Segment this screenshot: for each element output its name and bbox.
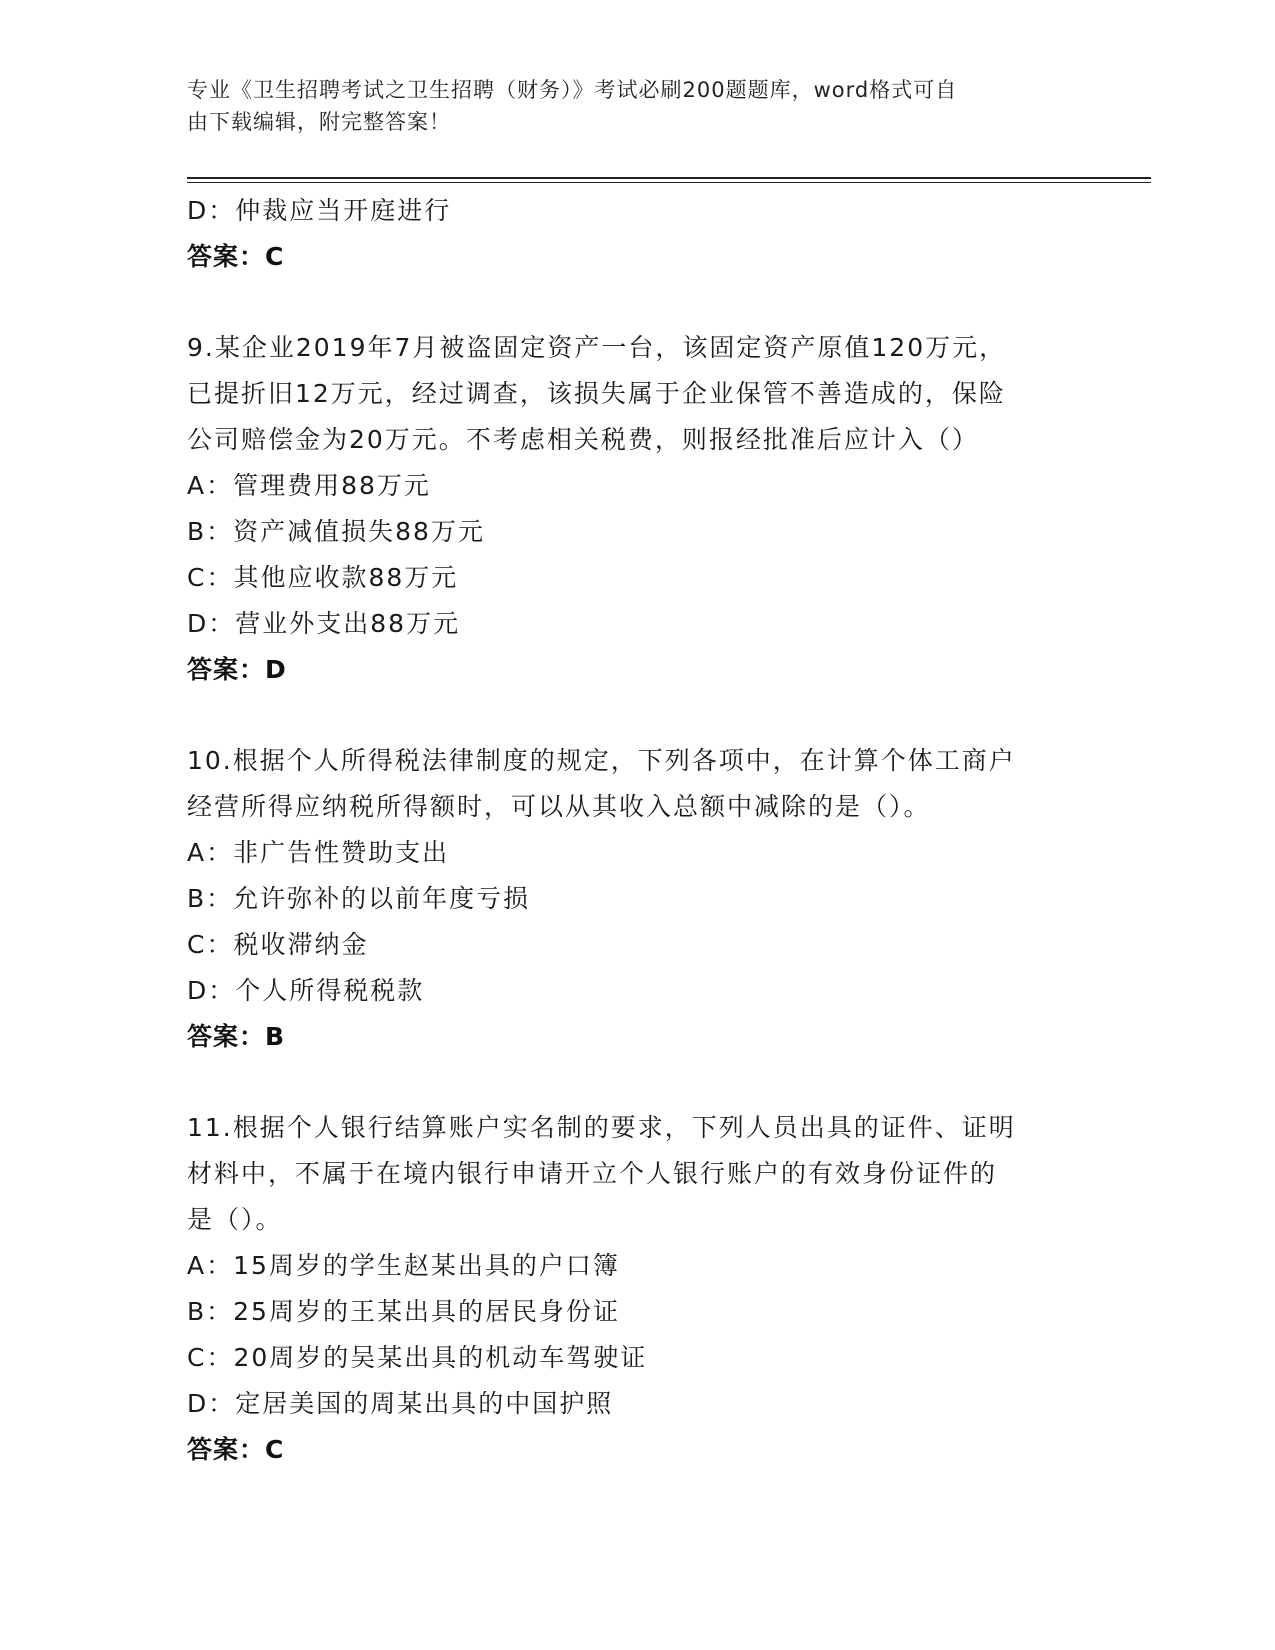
header-line-2: 由下载编辑，附完整答案！ <box>187 110 451 134</box>
spacer <box>187 693 1087 738</box>
option-b: B：25周岁的王某出具的居民身份证 <box>187 1297 620 1326</box>
answer-line: 答案：B <box>187 1022 286 1051</box>
header-line-1: 专业《卫生招聘考试之卫生招聘（财务）》考试必刷200题题库，word格式可自 <box>187 78 958 102</box>
previous-question-tail <box>187 188 1087 280</box>
question-stem-line: 公司赔偿金为20万元。不考虑相关税费，则报经批准后应计入（） <box>187 425 979 454</box>
option-b: B：允许弥补的以前年度亏损 <box>187 884 531 913</box>
option-d: D：个人所得税税款 <box>187 976 425 1005</box>
header-divider-thick <box>187 177 1151 179</box>
question-stem-line: 11.根据个人银行结算账户实名制的要求，下列人员出具的证件、证明 <box>187 1113 1016 1142</box>
option-d: D：营业外支出88万元 <box>187 609 461 638</box>
option-a: A：非广告性赞助支出 <box>187 838 450 867</box>
option-d: D：定居美国的周某出具的中国护照 <box>187 1389 614 1418</box>
option-c: C：20周岁的吴某出具的机动车驾驶证 <box>187 1343 648 1372</box>
question-stem-line: 9.某企业2019年7月被盗固定资产一台，该固定资产原值120万元， <box>187 333 1007 362</box>
spacer <box>187 1060 1087 1105</box>
option-c: C：税收滞纳金 <box>187 930 369 959</box>
question-stem-line: 已提折旧12万元，经过调查，该损失属于企业保管不善造成的，保险 <box>187 379 1006 408</box>
answer-line: 答案：C <box>187 242 285 271</box>
question-11 <box>187 1105 1087 1473</box>
question-10 <box>187 738 1087 1060</box>
option-d: D：仲裁应当开庭进行 <box>187 196 452 225</box>
document-header <box>187 74 1067 138</box>
option-a: A：15周岁的学生赵某出具的户口簿 <box>187 1251 620 1280</box>
spacer <box>187 280 1087 325</box>
option-a: A：管理费用88万元 <box>187 471 431 500</box>
option-b: B：资产减值损失88万元 <box>187 517 485 546</box>
header-divider-thin <box>187 182 1151 183</box>
question-stem-line: 10.根据个人所得税法律制度的规定，下列各项中，在计算个体工商户 <box>187 746 1016 775</box>
question-9 <box>187 325 1087 693</box>
question-stem-line: 材料中，不属于在境内银行申请开立个人银行账户的有效身份证件的 <box>187 1159 998 1188</box>
question-content <box>187 188 1087 1473</box>
option-c: C：其他应收款88万元 <box>187 563 459 592</box>
question-stem-line: 经营所得应纳税所得额时，可以从其收入总额中减除的是（）。 <box>187 792 931 821</box>
question-stem-line: 是（）。 <box>187 1205 283 1234</box>
answer-line: 答案：D <box>187 655 287 684</box>
answer-line: 答案：C <box>187 1435 285 1464</box>
